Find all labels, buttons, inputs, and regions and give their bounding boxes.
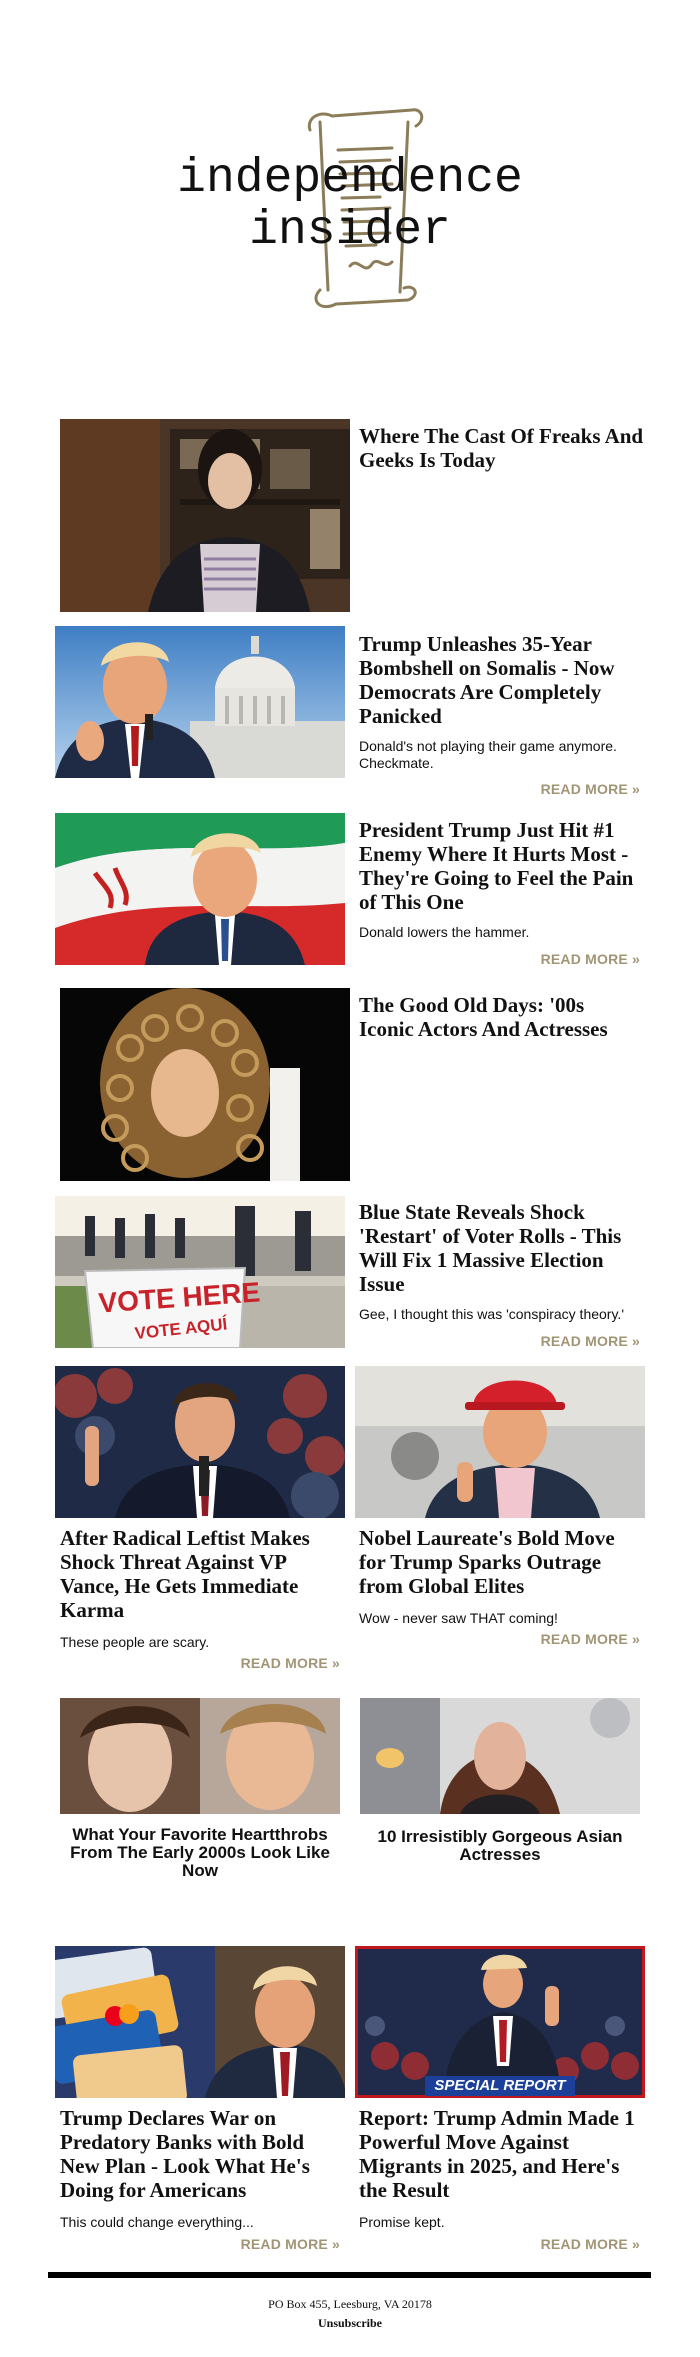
actress-portrait-photo [360, 1698, 640, 1814]
article-caption[interactable]: What Your Favorite Heartthrobs From The Early 2000s Look Like Now [70, 1825, 330, 1880]
read-more-link[interactable]: READ MORE » [540, 2236, 640, 2252]
read-more-link[interactable]: READ MORE » [540, 1333, 640, 1349]
article-image[interactable] [55, 626, 345, 778]
trump-red-hat-photo [355, 1366, 645, 1518]
read-more-link[interactable]: READ MORE » [240, 1655, 340, 1671]
article-image[interactable] [60, 419, 350, 612]
read-more-link[interactable]: READ MORE » [540, 951, 640, 967]
article-headline[interactable]: The Good Old Days: '00s Iconic Actors And Actresses [359, 993, 608, 1041]
logo-line-2: insider [249, 204, 451, 258]
footer-divider [48, 2272, 651, 2278]
article-image[interactable] [55, 1366, 345, 1518]
girl-portrait-photo [60, 419, 350, 612]
article-teaser: Donald lowers the hammer. [359, 924, 530, 940]
logo[interactable] [150, 90, 550, 320]
article-image[interactable] [55, 1946, 345, 2098]
article-teaser: This could change everything... [60, 2214, 254, 2230]
article-image[interactable] [360, 1698, 640, 1814]
article-teaser: Donald's not playing their game anymore. Checkmate. [359, 738, 617, 771]
article-image[interactable] [60, 1698, 340, 1814]
article-headline[interactable]: Blue State Reveals Shock 'Restart' of Voter Rolls - This Will Fix 1 Massive Election Issue [359, 1200, 622, 1296]
article-headline[interactable]: President Trump Just Hit #1 Enemy Where It Hurts Most - They're Going to Feel the Pain of This One [359, 818, 634, 914]
article-image[interactable] [60, 988, 350, 1181]
sign-text-line-1: VOTE HERE [97, 1276, 262, 1319]
footer-address: PO Box 455, Leesburg, VA 20178 [268, 2297, 432, 2311]
special-report-badge [425, 2076, 575, 2096]
article-teaser: Gee, I thought this was 'conspiracy theory.' [359, 1306, 624, 1322]
article-caption[interactable]: 10 Irresistibly Gorgeous Asian Actresses [377, 1827, 623, 1864]
read-more-link[interactable]: READ MORE » [540, 1631, 640, 1647]
logo-line-1: independence [177, 152, 523, 206]
article-image[interactable] [55, 1196, 345, 1348]
article-teaser: Promise kept. [359, 2214, 445, 2230]
vance-speaking-photo [55, 1366, 345, 1518]
article-headline[interactable]: Report: Trump Admin Made 1 Powerful Move Against Migrants in 2025, and Here's the Result [359, 2106, 635, 2202]
read-more-link[interactable]: READ MORE » [540, 781, 640, 797]
celebrity-couple-photo [60, 1698, 340, 1814]
article-headline[interactable]: Trump Declares War on Predatory Banks with Bold New Plan - Look What He's Doing for Americans [60, 2106, 310, 2202]
unsubscribe-link[interactable]: Unsubscribe [317, 2316, 382, 2330]
article-headline[interactable]: After Radical Leftist Makes Shock Threat Against VP Vance, He Gets Immediate Karma [60, 1526, 310, 1622]
article-headline[interactable]: Where The Cast Of Freaks And Geeks Is Today [359, 424, 644, 472]
curly-hair-actress-photo [60, 988, 350, 1181]
credit-cards-trump-photo [55, 1946, 345, 2098]
special-report-label: SPECIAL REPORT [434, 2077, 566, 2094]
article-headline[interactable]: Trump Unleashes 35-Year Bombshell on Somalis - Now Democrats Are Completely Panicked [359, 632, 615, 728]
article-headline[interactable]: Nobel Laureate's Bold Move for Trump Sparks Outrage from Global Elites [359, 1526, 615, 1598]
article-image[interactable] [55, 813, 345, 965]
article-image[interactable] [355, 1946, 645, 2098]
read-more-link[interactable]: READ MORE » [240, 2236, 340, 2252]
sign-text-line-2: VOTE AQUÍ [133, 1314, 229, 1344]
article-teaser: Wow - never saw THAT coming! [359, 1610, 558, 1626]
article-image[interactable] [355, 1366, 645, 1518]
article-teaser: These people are scary. [60, 1634, 210, 1650]
vote-here-sign-photo [55, 1196, 345, 1348]
trump-capitol-photo [55, 626, 345, 778]
trump-iran-flag-photo [55, 813, 345, 965]
